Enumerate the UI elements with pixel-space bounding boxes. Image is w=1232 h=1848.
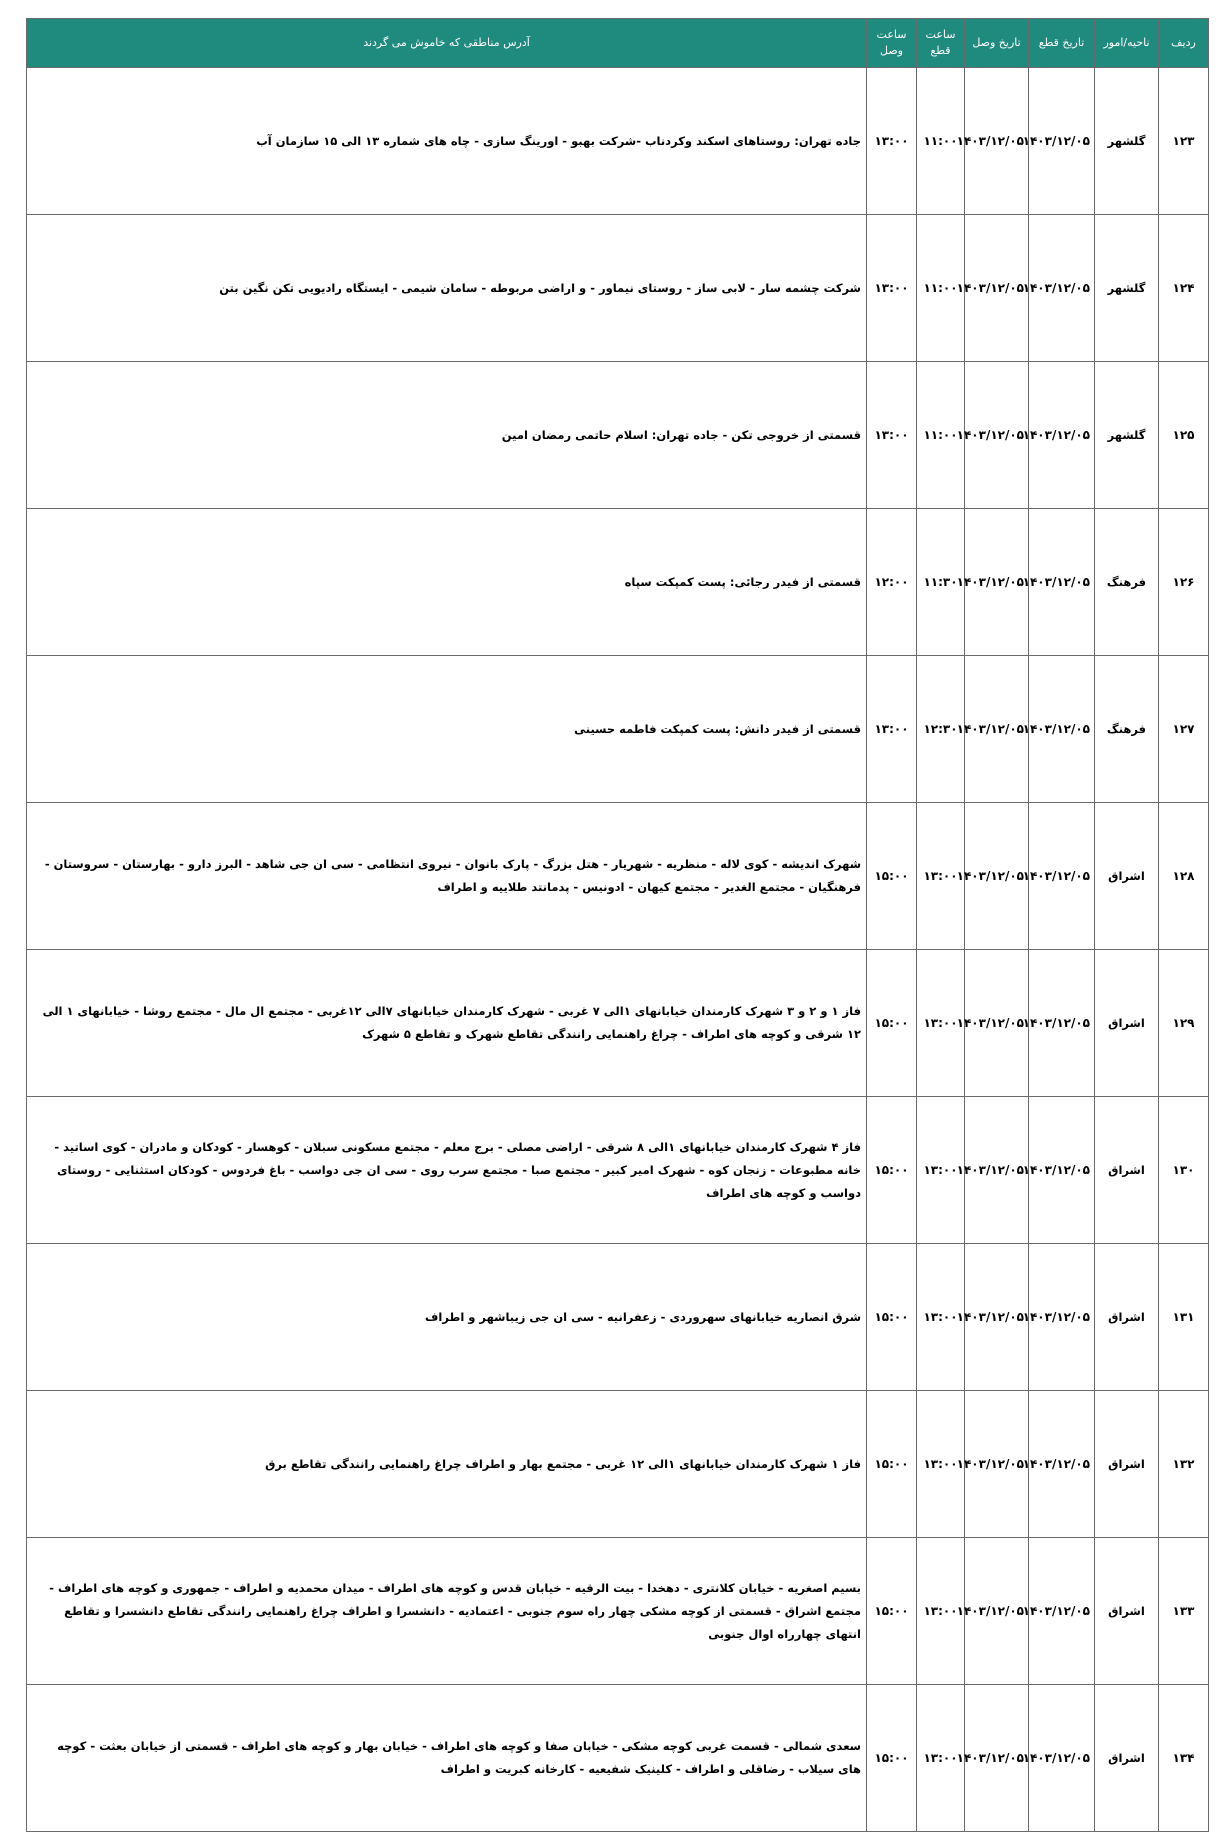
cell-address: شرکت چشمه سار - لابی ساز - روستای نیماور - و اراضی مربوطه - سامان شیمی - ایستگاه رادیویی تکن نگین بتن: [27, 215, 867, 362]
header-connect-date: تاریخ وصل: [965, 19, 1029, 68]
cell-connect-date: ۱۴۰۳/۱۲/۰۵: [965, 1391, 1029, 1538]
cell-connect-date: ۱۴۰۳/۱۲/۰۵: [965, 656, 1029, 803]
cell-connect-date: ۱۴۰۳/۱۲/۰۵: [965, 803, 1029, 950]
cell-row-number: ۱۳۲: [1159, 1391, 1209, 1538]
header-connect-time: ساعت وصل: [867, 19, 917, 68]
cell-cut-date: ۱۴۰۳/۱۲/۰۵: [1029, 68, 1095, 215]
cell-cut-time: ۱۳:۰۰: [917, 1685, 965, 1832]
cell-connect-time: ۱۳:۰۰: [867, 362, 917, 509]
cell-connect-time: ۱۵:۰۰: [867, 803, 917, 950]
cell-row-number: ۱۳۳: [1159, 1538, 1209, 1685]
cell-row-number: ۱۲۴: [1159, 215, 1209, 362]
table-row: [27, 1391, 1209, 1538]
table-row: [27, 656, 1209, 803]
cell-row-number: ۱۲۷: [1159, 656, 1209, 803]
cell-connect-date: ۱۴۰۳/۱۲/۰۵: [965, 509, 1029, 656]
cell-area: گلشهر: [1095, 68, 1159, 215]
cell-cut-date: ۱۴۰۳/۱۲/۰۵: [1029, 1244, 1095, 1391]
cell-cut-time: ۱۱:۳۰: [917, 509, 965, 656]
cell-connect-date: ۱۴۰۳/۱۲/۰۵: [965, 1097, 1029, 1244]
cell-address: فاز ۱ و ۲ و ۳ شهرک کارمندان خیابانهای ۱الی ۷ غربی - شهرک کارمندان خیابانهای ۷الی ۱۲غربی - مجتمع ال مال - مجتمع روشا - خیابانهای ۱ الی ۱۲ شرقی و کوچه های اطراف - چراغ راهنمایی رانندگی تقاطع شهرک و تقاطع ۵ شهرک: [27, 950, 867, 1097]
cell-cut-date: ۱۴۰۳/۱۲/۰۵: [1029, 1538, 1095, 1685]
cell-connect-date: ۱۴۰۳/۱۲/۰۵: [965, 1685, 1029, 1832]
table-row: [27, 803, 1209, 950]
header-area: ناحیه/امور: [1095, 19, 1159, 68]
cell-area: اشراق: [1095, 1244, 1159, 1391]
cell-area: فرهنگ: [1095, 509, 1159, 656]
cell-connect-date: ۱۴۰۳/۱۲/۰۵: [965, 1538, 1029, 1685]
table-row: [27, 1097, 1209, 1244]
cell-row-number: ۱۲۸: [1159, 803, 1209, 950]
cell-address: سعدی شمالی - قسمت غربی کوچه مشکی - خیابان صفا و کوچه های اطراف - خیابان بهار و کوچه های اطراف - قسمتی از خیابان بعثت - کوچه های سیلاب - رضاقلی و اطراف - کلینیک شفیعیه - کارخانه کبریت و اطراف: [27, 1685, 867, 1832]
table-row: [27, 362, 1209, 509]
cell-cut-time: ۱۳:۰۰: [917, 1538, 965, 1685]
cell-area: فرهنگ: [1095, 656, 1159, 803]
outage-schedule-sheet: [26, 18, 1208, 1832]
cell-cut-time: ۱۳:۰۰: [917, 803, 965, 950]
cell-cut-date: ۱۴۰۳/۱۲/۰۵: [1029, 1391, 1095, 1538]
cell-cut-date: ۱۴۰۳/۱۲/۰۵: [1029, 509, 1095, 656]
cell-address: قسمتی از فیدر رجائی: پست کمپکت سپاه: [27, 509, 867, 656]
header-cut-time: ساعت قطع: [917, 19, 965, 68]
cell-connect-time: ۱۲:۰۰: [867, 509, 917, 656]
table-row: [27, 68, 1209, 215]
cell-connect-time: ۱۵:۰۰: [867, 1538, 917, 1685]
table-row: [27, 1244, 1209, 1391]
header-cut-date: تاریخ قطع: [1029, 19, 1095, 68]
cell-cut-time: ۱۳:۰۰: [917, 1097, 965, 1244]
cell-cut-date: ۱۴۰۳/۱۲/۰۵: [1029, 950, 1095, 1097]
cell-connect-date: ۱۴۰۳/۱۲/۰۵: [965, 68, 1029, 215]
cell-row-number: ۱۳۴: [1159, 1685, 1209, 1832]
table-row: [27, 509, 1209, 656]
cell-area: اشراق: [1095, 803, 1159, 950]
header-row: [27, 19, 1209, 68]
cell-connect-time: ۱۵:۰۰: [867, 1097, 917, 1244]
cell-cut-date: ۱۴۰۳/۱۲/۰۵: [1029, 215, 1095, 362]
cell-cut-time: ۱۲:۳۰: [917, 656, 965, 803]
cell-cut-date: ۱۴۰۳/۱۲/۰۵: [1029, 803, 1095, 950]
cell-row-number: ۱۲۳: [1159, 68, 1209, 215]
cell-row-number: ۱۳۰: [1159, 1097, 1209, 1244]
cell-address: بسیم اصغریه - خیابان کلانتری - دهخدا - بیت الرقیه - خیابان قدس و کوچه های اطراف - میدان محمدیه و اطراف - جمهوری و کوچه های اطراف - مجتمع اشراق - قسمتی از کوچه مشکی چهار راه سوم جنوبی - اعتمادیه - دانشسرا و اطراف چراغ راهنمایی رانندگی تقاطع دانشسرا و تقاطع انتهای چهارراه اوال جنوبی: [27, 1538, 867, 1685]
table-row: [27, 950, 1209, 1097]
cell-address: جاده تهران: روستاهای اسکند وکردناب -شرکت بهبو - اورینگ سازی - چاه های شماره ۱۳ الی ۱۵ سازمان آب: [27, 68, 867, 215]
cell-connect-time: ۱۳:۰۰: [867, 656, 917, 803]
cell-connect-time: ۱۵:۰۰: [867, 1244, 917, 1391]
cell-connect-date: ۱۴۰۳/۱۲/۰۵: [965, 1244, 1029, 1391]
cell-row-number: ۱۳۱: [1159, 1244, 1209, 1391]
cell-area: اشراق: [1095, 1685, 1159, 1832]
cell-cut-time: ۱۱:۰۰: [917, 215, 965, 362]
cell-cut-date: ۱۴۰۳/۱۲/۰۵: [1029, 656, 1095, 803]
cell-cut-time: ۱۳:۰۰: [917, 1244, 965, 1391]
cell-address: قسمتی از فیدر دانش: پست کمپکت فاطمه حسینی: [27, 656, 867, 803]
header-row-number: ردیف: [1159, 19, 1209, 68]
table-row: [27, 1538, 1209, 1685]
cell-connect-time: ۱۳:۰۰: [867, 215, 917, 362]
outage-table: [26, 18, 1209, 1832]
cell-address: شهرک اندیشه - کوی لاله - منظریه - شهریار - هتل بزرگ - پارک بانوان - نیروی انتظامی - سی ان جی شاهد - البرز دارو - بهارستان - سروستان - فرهنگیان - مجتمع الغدیر - مجتمع کیهان - ادونیس - پدمانتد طلاییه و اطراف: [27, 803, 867, 950]
cell-row-number: ۱۲۵: [1159, 362, 1209, 509]
cell-address: فاز ۴ شهرک کارمندان خیابانهای ۱الی ۸ شرقی - اراضی مصلی - برج معلم - مجتمع مسکونی سبلان - کوهسار - کودکان و مادران - کوی اساتید - خانه مطبوعات - زنجان کوه - شهرک امیر کبیر - مجتمع صبا - مجتمع سرب روی - سی ان جی دواسب - باغ فردوس - کودکان استثنایی - روستای دواسب و کوچه های اطراف: [27, 1097, 867, 1244]
cell-area: گلشهر: [1095, 362, 1159, 509]
cell-connect-time: ۱۵:۰۰: [867, 1391, 917, 1538]
table-row: [27, 1685, 1209, 1832]
cell-address: فاز ۱ شهرک کارمندان خیابانهای ۱الی ۱۲ غربی - مجتمع بهار و اطراف چراغ راهنمایی رانندگی تقاطع برق: [27, 1391, 867, 1538]
cell-row-number: ۱۲۹: [1159, 950, 1209, 1097]
header-address: آدرس مناطقی که خاموش می گردند: [27, 19, 867, 68]
cell-cut-time: ۱۳:۰۰: [917, 950, 965, 1097]
cell-connect-date: ۱۴۰۳/۱۲/۰۵: [965, 362, 1029, 509]
cell-connect-date: ۱۴۰۳/۱۲/۰۵: [965, 950, 1029, 1097]
cell-area: گلشهر: [1095, 215, 1159, 362]
cell-area: اشراق: [1095, 1538, 1159, 1685]
cell-connect-time: ۱۵:۰۰: [867, 1685, 917, 1832]
cell-cut-date: ۱۴۰۳/۱۲/۰۵: [1029, 1685, 1095, 1832]
cell-area: اشراق: [1095, 950, 1159, 1097]
cell-cut-date: ۱۴۰۳/۱۲/۰۵: [1029, 362, 1095, 509]
cell-address: شرق انصاریه خیابانهای سهروردی - زعفرانیه - سی ان جی زیباشهر و اطراف: [27, 1244, 867, 1391]
cell-connect-time: ۱۵:۰۰: [867, 950, 917, 1097]
cell-cut-time: ۱۱:۰۰: [917, 362, 965, 509]
cell-connect-time: ۱۳:۰۰: [867, 68, 917, 215]
cell-cut-time: ۱۳:۰۰: [917, 1391, 965, 1538]
cell-address: قسمتی از خروجی تکن - جاده تهران: اسلام حاتمی رمضان امین: [27, 362, 867, 509]
cell-area: اشراق: [1095, 1097, 1159, 1244]
table-row: [27, 215, 1209, 362]
cell-row-number: ۱۲۶: [1159, 509, 1209, 656]
cell-cut-time: ۱۱:۰۰: [917, 68, 965, 215]
cell-cut-date: ۱۴۰۳/۱۲/۰۵: [1029, 1097, 1095, 1244]
cell-area: اشراق: [1095, 1391, 1159, 1538]
cell-connect-date: ۱۴۰۳/۱۲/۰۵: [965, 215, 1029, 362]
